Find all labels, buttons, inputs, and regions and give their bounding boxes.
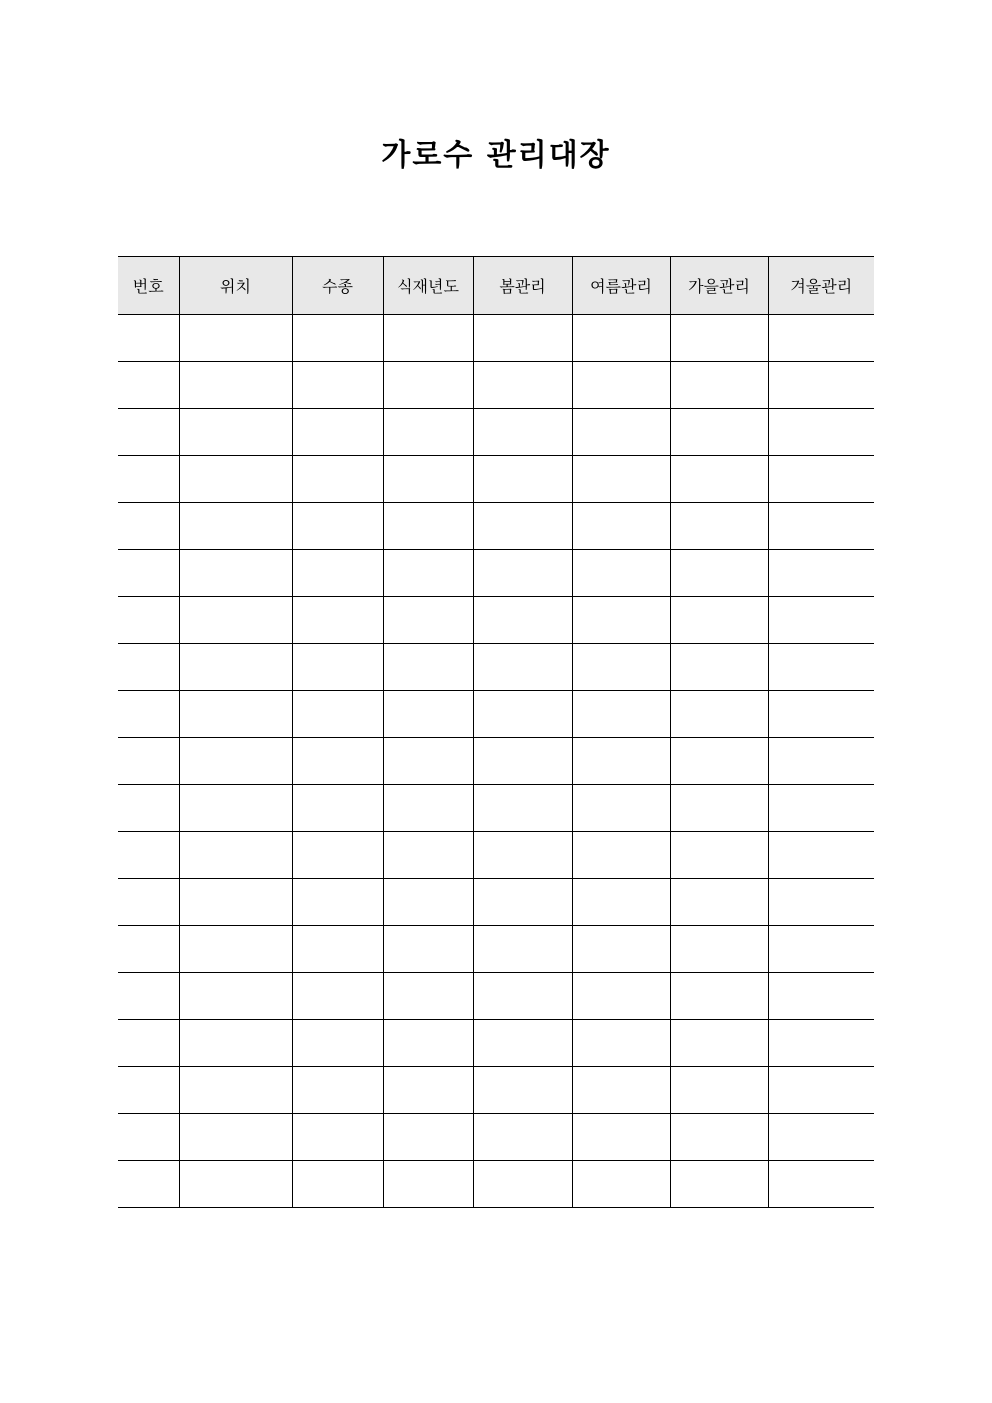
column-header-autumn-care: 가을관리 (670, 257, 768, 315)
spring-care-cell[interactable] (473, 456, 572, 503)
autumn-care-cell[interactable] (670, 362, 768, 409)
winter-care-cell[interactable] (768, 409, 874, 456)
autumn-care-cell[interactable] (670, 1020, 768, 1067)
location-cell[interactable] (179, 1067, 292, 1114)
page-title: 가로수 관리대장 (381, 138, 611, 173)
summer-care-cell[interactable] (572, 738, 670, 785)
autumn-care-cell[interactable] (670, 1161, 768, 1208)
location-cell[interactable] (179, 315, 292, 362)
number-cell[interactable] (118, 1067, 179, 1114)
location-cell[interactable] (179, 832, 292, 879)
summer-care-cell[interactable] (572, 973, 670, 1020)
spring-care-cell[interactable] (473, 315, 572, 362)
summer-care-cell[interactable] (572, 1020, 670, 1067)
column-header-number: 번호 (118, 257, 179, 315)
autumn-care-cell[interactable] (670, 1067, 768, 1114)
autumn-care-cell[interactable] (670, 597, 768, 644)
planting-year-cell[interactable] (383, 362, 473, 409)
table-row (118, 738, 874, 785)
table-row (118, 456, 874, 503)
column-header-planting-year: 식재년도 (383, 257, 473, 315)
summer-care-cell[interactable] (572, 362, 670, 409)
spring-care-cell[interactable] (473, 1161, 572, 1208)
location-cell[interactable] (179, 691, 292, 738)
summer-care-cell[interactable] (572, 503, 670, 550)
number-cell[interactable] (118, 879, 179, 926)
species-cell[interactable] (292, 1067, 383, 1114)
spring-care-cell[interactable] (473, 973, 572, 1020)
location-cell[interactable] (179, 926, 292, 973)
autumn-care-cell[interactable] (670, 503, 768, 550)
species-cell[interactable] (292, 879, 383, 926)
number-cell[interactable] (118, 926, 179, 973)
planting-year-cell[interactable] (383, 738, 473, 785)
summer-care-cell[interactable] (572, 1067, 670, 1114)
summer-care-cell[interactable] (572, 785, 670, 832)
summer-care-cell[interactable] (572, 315, 670, 362)
planting-year-cell[interactable] (383, 879, 473, 926)
winter-care-cell[interactable] (768, 1161, 874, 1208)
number-cell[interactable] (118, 691, 179, 738)
planting-year-cell[interactable] (383, 644, 473, 691)
number-cell[interactable] (118, 550, 179, 597)
winter-care-cell[interactable] (768, 832, 874, 879)
winter-care-cell[interactable] (768, 456, 874, 503)
spring-care-cell[interactable] (473, 926, 572, 973)
column-header-summer-care: 여름관리 (572, 257, 670, 315)
number-cell[interactable] (118, 785, 179, 832)
number-cell[interactable] (118, 597, 179, 644)
winter-care-cell[interactable] (768, 691, 874, 738)
autumn-care-cell[interactable] (670, 315, 768, 362)
winter-care-cell[interactable] (768, 973, 874, 1020)
table-row (118, 926, 874, 973)
planting-year-cell[interactable] (383, 1161, 473, 1208)
winter-care-cell[interactable] (768, 597, 874, 644)
planting-year-cell[interactable] (383, 597, 473, 644)
number-cell[interactable] (118, 1161, 179, 1208)
species-cell[interactable] (292, 738, 383, 785)
winter-care-cell[interactable] (768, 362, 874, 409)
table-row (118, 1067, 874, 1114)
spring-care-cell[interactable] (473, 1020, 572, 1067)
number-cell[interactable] (118, 832, 179, 879)
species-cell[interactable] (292, 315, 383, 362)
number-cell[interactable] (118, 456, 179, 503)
summer-care-cell[interactable] (572, 550, 670, 597)
planting-year-cell[interactable] (383, 550, 473, 597)
spring-care-cell[interactable] (473, 503, 572, 550)
species-cell[interactable] (292, 785, 383, 832)
winter-care-cell[interactable] (768, 926, 874, 973)
autumn-care-cell[interactable] (670, 973, 768, 1020)
location-cell[interactable] (179, 1114, 292, 1161)
autumn-care-cell[interactable] (670, 409, 768, 456)
summer-care-cell[interactable] (572, 691, 670, 738)
spring-care-cell[interactable] (473, 362, 572, 409)
location-cell[interactable] (179, 738, 292, 785)
location-cell[interactable] (179, 597, 292, 644)
column-header-spring-care: 봄관리 (473, 257, 572, 315)
species-cell[interactable] (292, 550, 383, 597)
location-cell[interactable] (179, 879, 292, 926)
number-cell[interactable] (118, 362, 179, 409)
winter-care-cell[interactable] (768, 879, 874, 926)
planting-year-cell[interactable] (383, 456, 473, 503)
spring-care-cell[interactable] (473, 691, 572, 738)
table-header (118, 257, 874, 315)
table-row (118, 409, 874, 456)
summer-care-cell[interactable] (572, 832, 670, 879)
planting-year-cell[interactable] (383, 409, 473, 456)
winter-care-cell[interactable] (768, 738, 874, 785)
planting-year-cell[interactable] (383, 1020, 473, 1067)
planting-year-cell[interactable] (383, 503, 473, 550)
column-header-species: 수종 (292, 257, 383, 315)
table-row (118, 503, 874, 550)
summer-care-cell[interactable] (572, 926, 670, 973)
planting-year-cell[interactable] (383, 926, 473, 973)
spring-care-cell[interactable] (473, 409, 572, 456)
location-cell[interactable] (179, 973, 292, 1020)
table-row (118, 1161, 874, 1208)
autumn-care-cell[interactable] (670, 738, 768, 785)
table-row (118, 1020, 874, 1067)
species-cell[interactable] (292, 1020, 383, 1067)
winter-care-cell[interactable] (768, 1067, 874, 1114)
species-cell[interactable] (292, 456, 383, 503)
column-header-location: 위치 (179, 257, 292, 315)
location-cell[interactable] (179, 362, 292, 409)
spring-care-cell[interactable] (473, 1114, 572, 1161)
autumn-care-cell[interactable] (670, 550, 768, 597)
planting-year-cell[interactable] (383, 832, 473, 879)
spring-care-cell[interactable] (473, 738, 572, 785)
location-cell[interactable] (179, 1161, 292, 1208)
autumn-care-cell[interactable] (670, 926, 768, 973)
location-cell[interactable] (179, 785, 292, 832)
autumn-care-cell[interactable] (670, 879, 768, 926)
spring-care-cell[interactable] (473, 1067, 572, 1114)
location-cell[interactable] (179, 456, 292, 503)
spring-care-cell[interactable] (473, 550, 572, 597)
spring-care-cell[interactable] (473, 879, 572, 926)
spring-care-cell[interactable] (473, 597, 572, 644)
winter-care-cell[interactable] (768, 644, 874, 691)
summer-care-cell[interactable] (572, 1161, 670, 1208)
planting-year-cell[interactable] (383, 785, 473, 832)
number-cell[interactable] (118, 738, 179, 785)
number-cell[interactable] (118, 409, 179, 456)
summer-care-cell[interactable] (572, 879, 670, 926)
table-row (118, 973, 874, 1020)
number-cell[interactable] (118, 1020, 179, 1067)
table-row (118, 879, 874, 926)
spring-care-cell[interactable] (473, 644, 572, 691)
autumn-care-cell[interactable] (670, 785, 768, 832)
table-body (118, 315, 874, 1208)
number-cell[interactable] (118, 644, 179, 691)
tree-management-table (118, 256, 874, 1208)
location-cell[interactable] (179, 409, 292, 456)
summer-care-cell[interactable] (572, 409, 670, 456)
number-cell[interactable] (118, 973, 179, 1020)
winter-care-cell[interactable] (768, 1114, 874, 1161)
species-cell[interactable] (292, 926, 383, 973)
species-cell[interactable] (292, 691, 383, 738)
location-cell[interactable] (179, 1020, 292, 1067)
table-row (118, 691, 874, 738)
number-cell[interactable] (118, 503, 179, 550)
winter-care-cell[interactable] (768, 503, 874, 550)
species-cell[interactable] (292, 1114, 383, 1161)
winter-care-cell[interactable] (768, 1020, 874, 1067)
location-cell[interactable] (179, 503, 292, 550)
species-cell[interactable] (292, 409, 383, 456)
planting-year-cell[interactable] (383, 973, 473, 1020)
species-cell[interactable] (292, 832, 383, 879)
location-cell[interactable] (179, 550, 292, 597)
planting-year-cell[interactable] (383, 691, 473, 738)
autumn-care-cell[interactable] (670, 644, 768, 691)
species-cell[interactable] (292, 1161, 383, 1208)
species-cell[interactable] (292, 597, 383, 644)
summer-care-cell[interactable] (572, 644, 670, 691)
table-row (118, 644, 874, 691)
planting-year-cell[interactable] (383, 1114, 473, 1161)
winter-care-cell[interactable] (768, 315, 874, 362)
table-row (118, 832, 874, 879)
planting-year-cell[interactable] (383, 1067, 473, 1114)
number-cell[interactable] (118, 315, 179, 362)
table-row (118, 1114, 874, 1161)
species-cell[interactable] (292, 362, 383, 409)
table-row (118, 550, 874, 597)
header-row (118, 257, 874, 315)
spring-care-cell[interactable] (473, 785, 572, 832)
table-row (118, 597, 874, 644)
summer-care-cell[interactable] (572, 456, 670, 503)
number-cell[interactable] (118, 1114, 179, 1161)
table-row (118, 362, 874, 409)
location-cell[interactable] (179, 644, 292, 691)
table-row (118, 785, 874, 832)
autumn-care-cell[interactable] (670, 832, 768, 879)
autumn-care-cell[interactable] (670, 691, 768, 738)
winter-care-cell[interactable] (768, 785, 874, 832)
table-row (118, 315, 874, 362)
spring-care-cell[interactable] (473, 832, 572, 879)
winter-care-cell[interactable] (768, 550, 874, 597)
species-cell[interactable] (292, 973, 383, 1020)
column-header-winter-care: 겨울관리 (768, 257, 874, 315)
autumn-care-cell[interactable] (670, 456, 768, 503)
autumn-care-cell[interactable] (670, 1114, 768, 1161)
planting-year-cell[interactable] (383, 315, 473, 362)
summer-care-cell[interactable] (572, 597, 670, 644)
species-cell[interactable] (292, 503, 383, 550)
species-cell[interactable] (292, 644, 383, 691)
summer-care-cell[interactable] (572, 1114, 670, 1161)
